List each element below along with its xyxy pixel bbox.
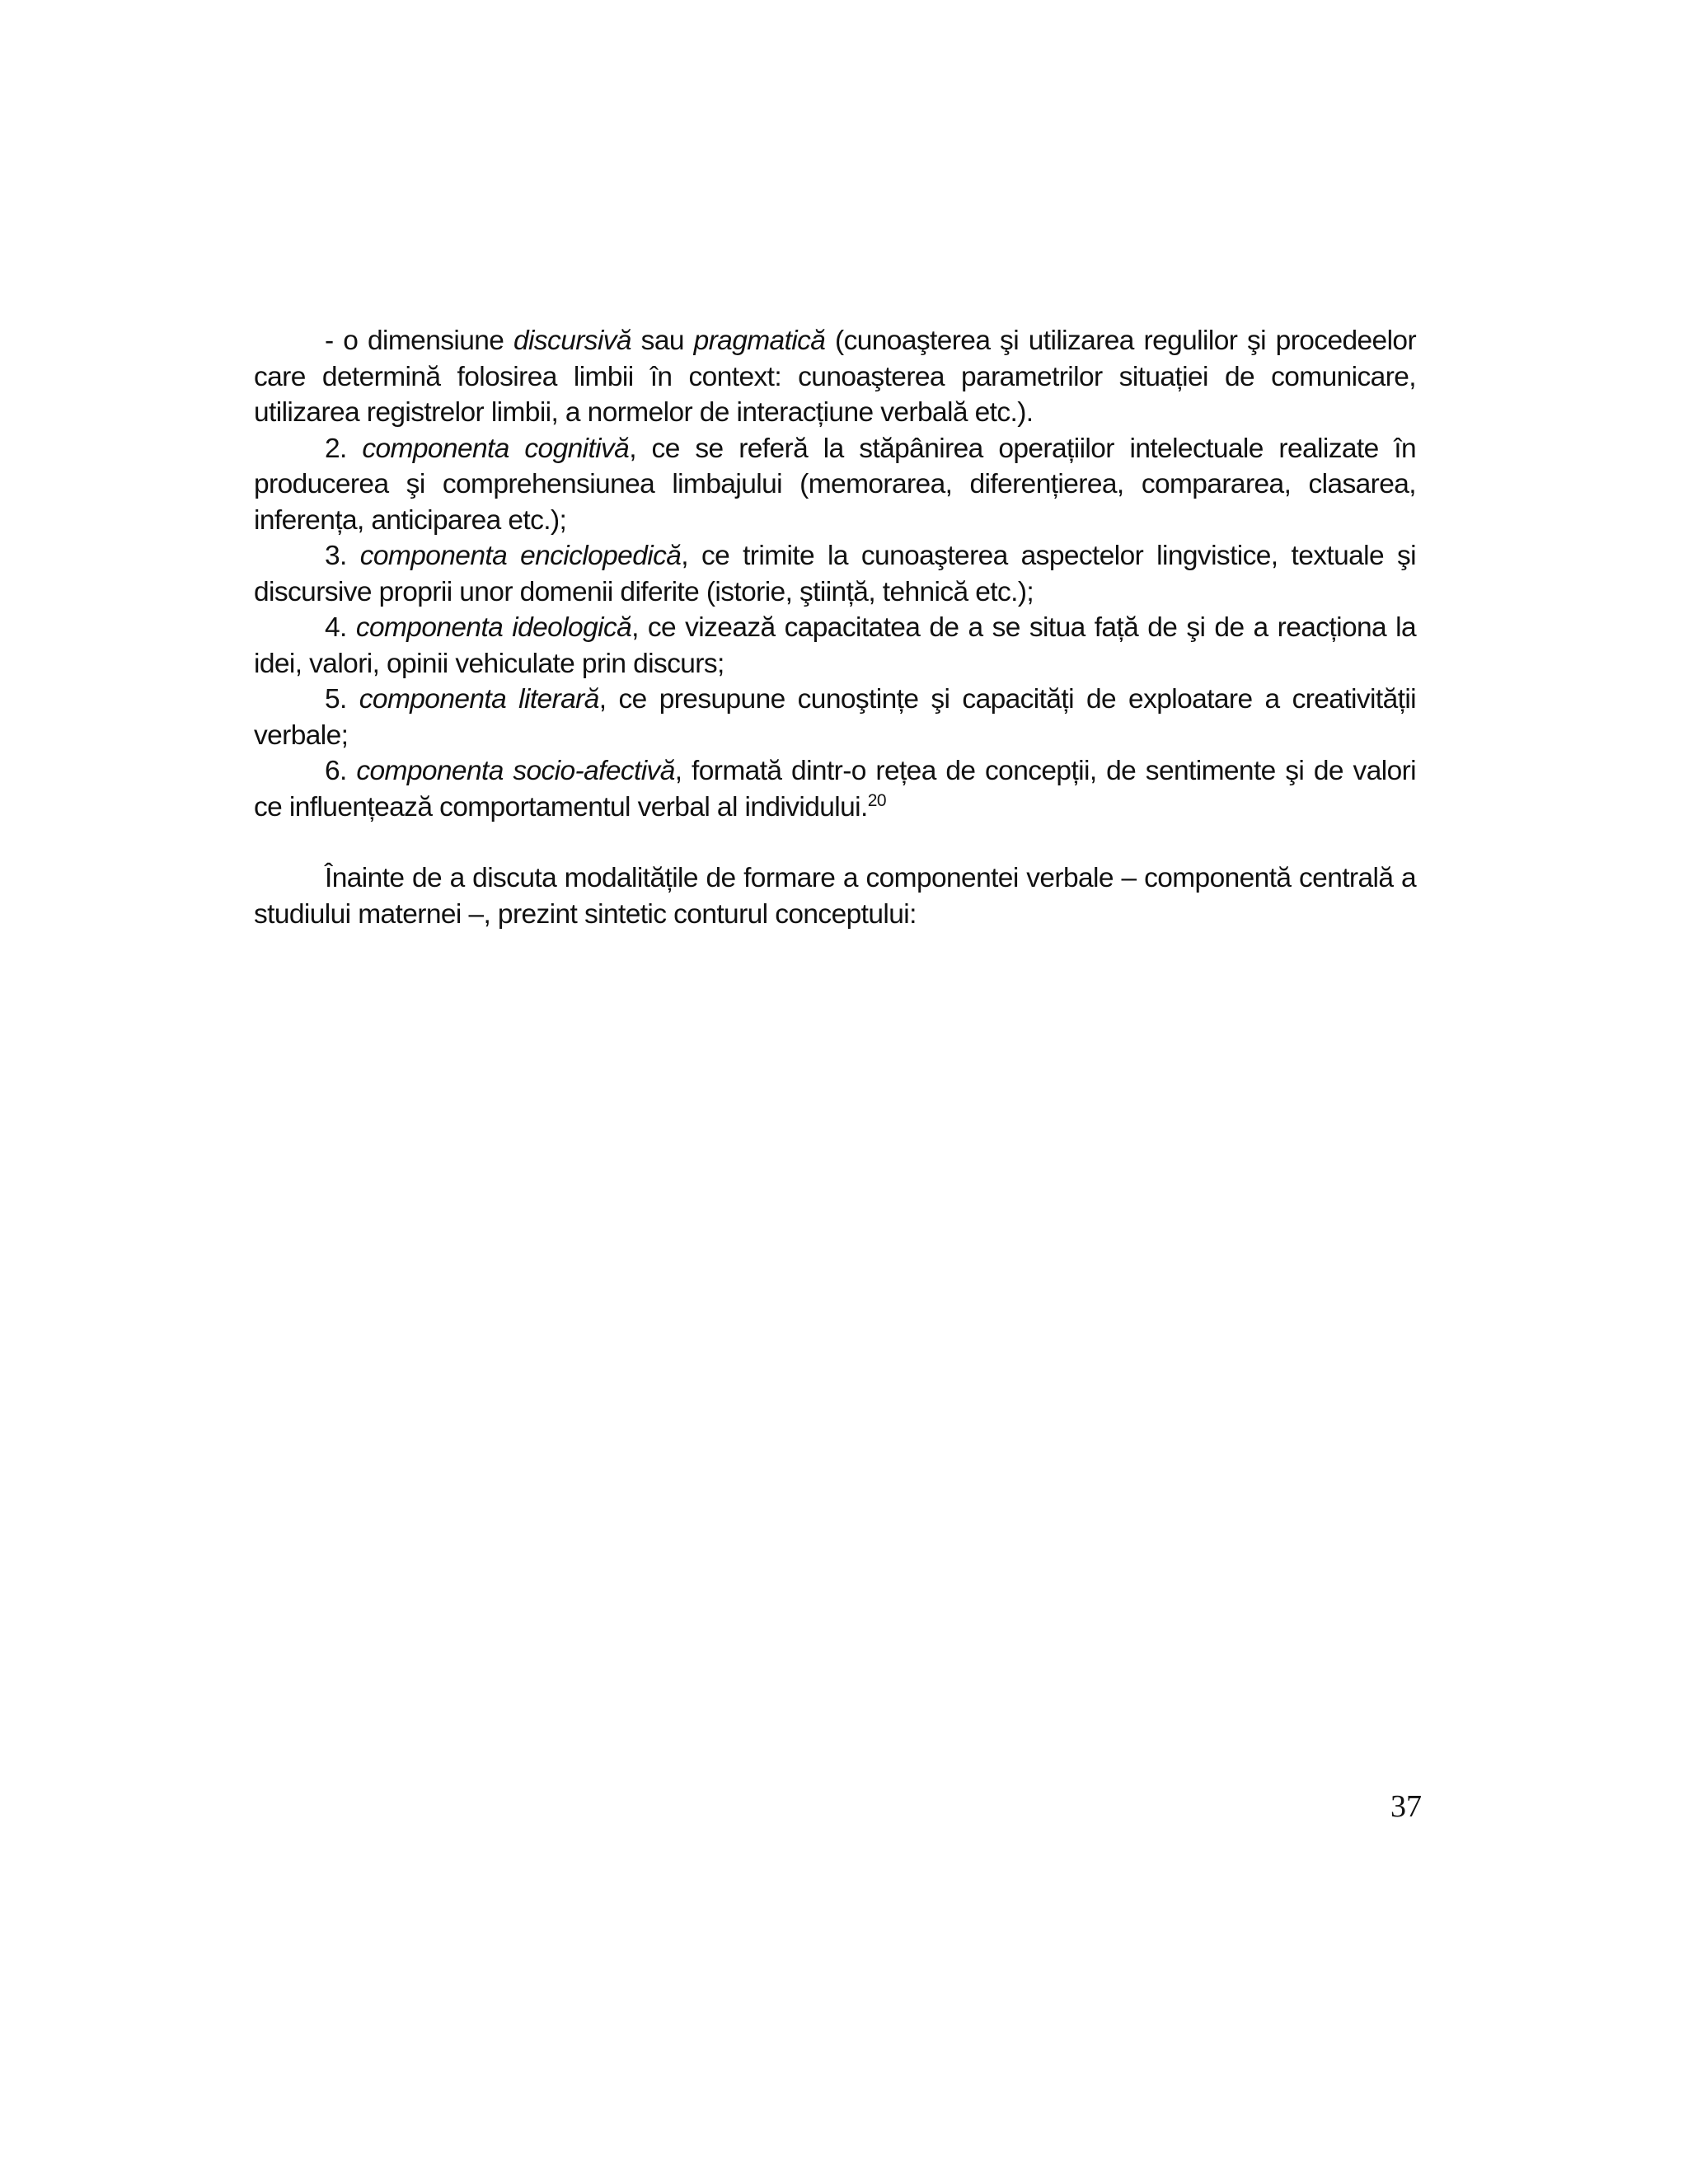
italic-term-cognitiva: componenta cognitivă: [362, 433, 630, 464]
italic-term-pragmatica: pragmatică: [693, 326, 826, 356]
text-segment: 4.: [325, 612, 356, 643]
paragraph-componenta-socio-afectiva: [254, 753, 1416, 825]
paragraph-componenta-ideologica: [254, 610, 1416, 682]
text-segment: Înainte de a discuta modalitățile de formare a componentei verbale – componentă centrală a studiului maternei –, prezint sintetic conturul conceptului:: [254, 863, 1416, 930]
text-segment: , formată dintr-o rețea de concepții, de sentimente şi de valori ce influențează comportamentul verbal al individului.: [254, 756, 1416, 823]
paragraph-componenta-literara: [254, 682, 1416, 753]
paragraph-spacer: [254, 825, 1416, 860]
italic-term-enciclopedica: componenta enciclopedică: [359, 541, 682, 571]
text-segment: , ce trimite la cunoaşterea aspectelor lingvistice, textuale şi discursive proprii unor domenii diferite (istorie, ştiință, tehnică etc.);: [254, 541, 1416, 607]
paragraph-componenta-cognitiva: [254, 431, 1416, 539]
italic-term-socio-afectiva: componenta socio-afectivă: [356, 756, 675, 786]
page-number: 37: [1390, 1789, 1422, 1824]
text-segment: , ce se referă la stăpânirea operațiilor intelectuale realizate în producerea şi comprehensiunea limbajului (memorarea, diferențierea, compararea, clasarea, inferența, anticiparea etc.);: [254, 433, 1416, 536]
text-segment: - o dimensiune: [325, 326, 514, 356]
italic-term-literara: componenta literară: [359, 684, 599, 715]
text-segment: 3.: [325, 541, 360, 571]
paragraph-componenta-enciclopedica: [254, 538, 1416, 610]
italic-term-ideologica: componenta ideologică: [355, 612, 632, 643]
text-segment: (cunoaşterea şi utilizarea regulilor şi procedeelor care determină folosirea limbii în context: cunoaşterea parametrilor situației de comunicare, utilizarea registrelor limbii, a normelor de interacțiune verbală etc.).: [254, 326, 1416, 428]
body-text: [254, 323, 1416, 932]
text-segment: , ce presupune cunoştințe şi capacități de exploatare a creativității verbale;: [254, 684, 1417, 751]
text-segment: sau: [631, 326, 694, 356]
text-segment: 6.: [325, 756, 357, 786]
footnote-reference[interactable]: 20: [867, 790, 886, 810]
paragraph-inainte-de-a-discuta: [254, 860, 1416, 932]
text-segment: 5.: [325, 684, 359, 715]
text-segment: , ce vizează capacitatea de a se situa față de şi de a reacționa la idei, valori, opinii vehiculate prin discurs;: [254, 612, 1416, 679]
paragraph-dimensiune-discursiva: [254, 323, 1416, 431]
text-segment: 2.: [325, 433, 363, 464]
italic-term-discursiva: discursivă: [513, 326, 631, 356]
